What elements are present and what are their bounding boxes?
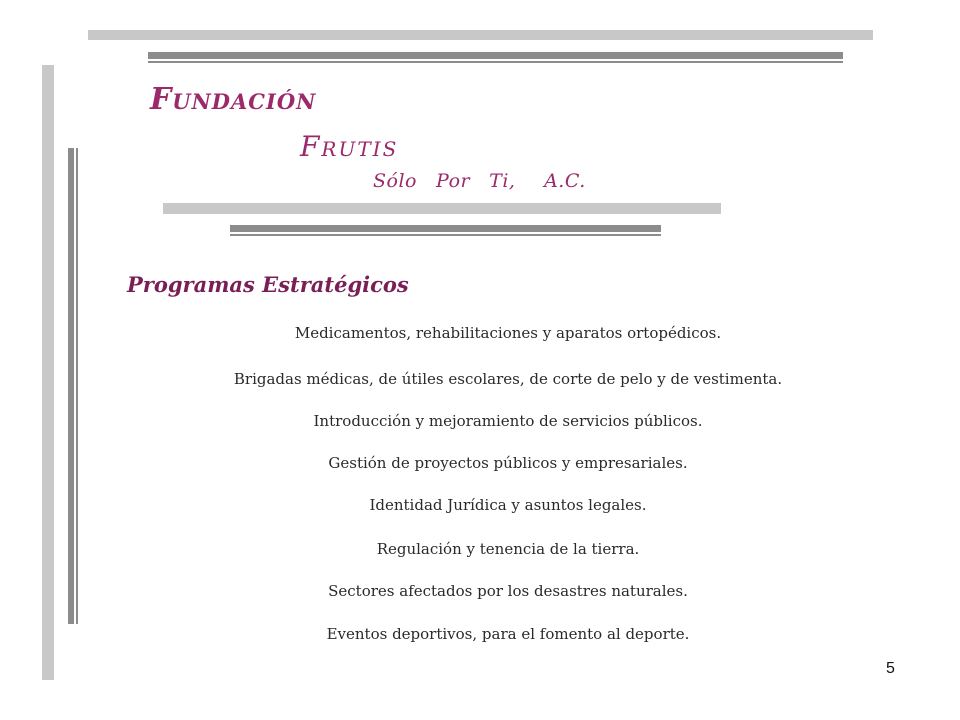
program-item: Medicamentos, rehabilitaciones y aparatos ortopédicos. [294, 324, 722, 342]
program-item: Introducción y mejoramiento de servicios públicos. [313, 412, 703, 430]
program-item: Identidad Jurídica y asuntos legales. [369, 496, 647, 514]
left-decorative-bar [42, 65, 54, 680]
program-item: Eventos deportivos, para el fomento al deporte. [326, 625, 690, 643]
top-decorative-thin-line [148, 61, 843, 63]
middle-decorative-line [230, 225, 661, 232]
program-item: Regulación y tenencia de la tierra. [376, 540, 640, 558]
section-heading: Programas Estratégicos [127, 272, 409, 297]
top-decorative-bar [88, 30, 873, 40]
program-item: Brigadas médicas, de útiles escolares, de corte de pelo y de vestimenta. [233, 370, 783, 388]
middle-decorative-bar [163, 203, 721, 214]
foundation-subtitle: Sólo Por Ti, A.C. [373, 170, 586, 192]
top-decorative-line [148, 52, 843, 59]
foundation-title: Fundación [150, 82, 317, 117]
program-item: Sectores afectados por los desastres naturales. [328, 582, 688, 600]
left-decorative-thin-line [76, 148, 78, 624]
left-decorative-line [68, 148, 74, 624]
page-number: 5 [886, 660, 895, 677]
middle-decorative-thin-line [230, 234, 661, 236]
program-item: Gestión de proyectos públicos y empresariales. [328, 454, 688, 472]
foundation-name: Frutis [300, 130, 399, 163]
